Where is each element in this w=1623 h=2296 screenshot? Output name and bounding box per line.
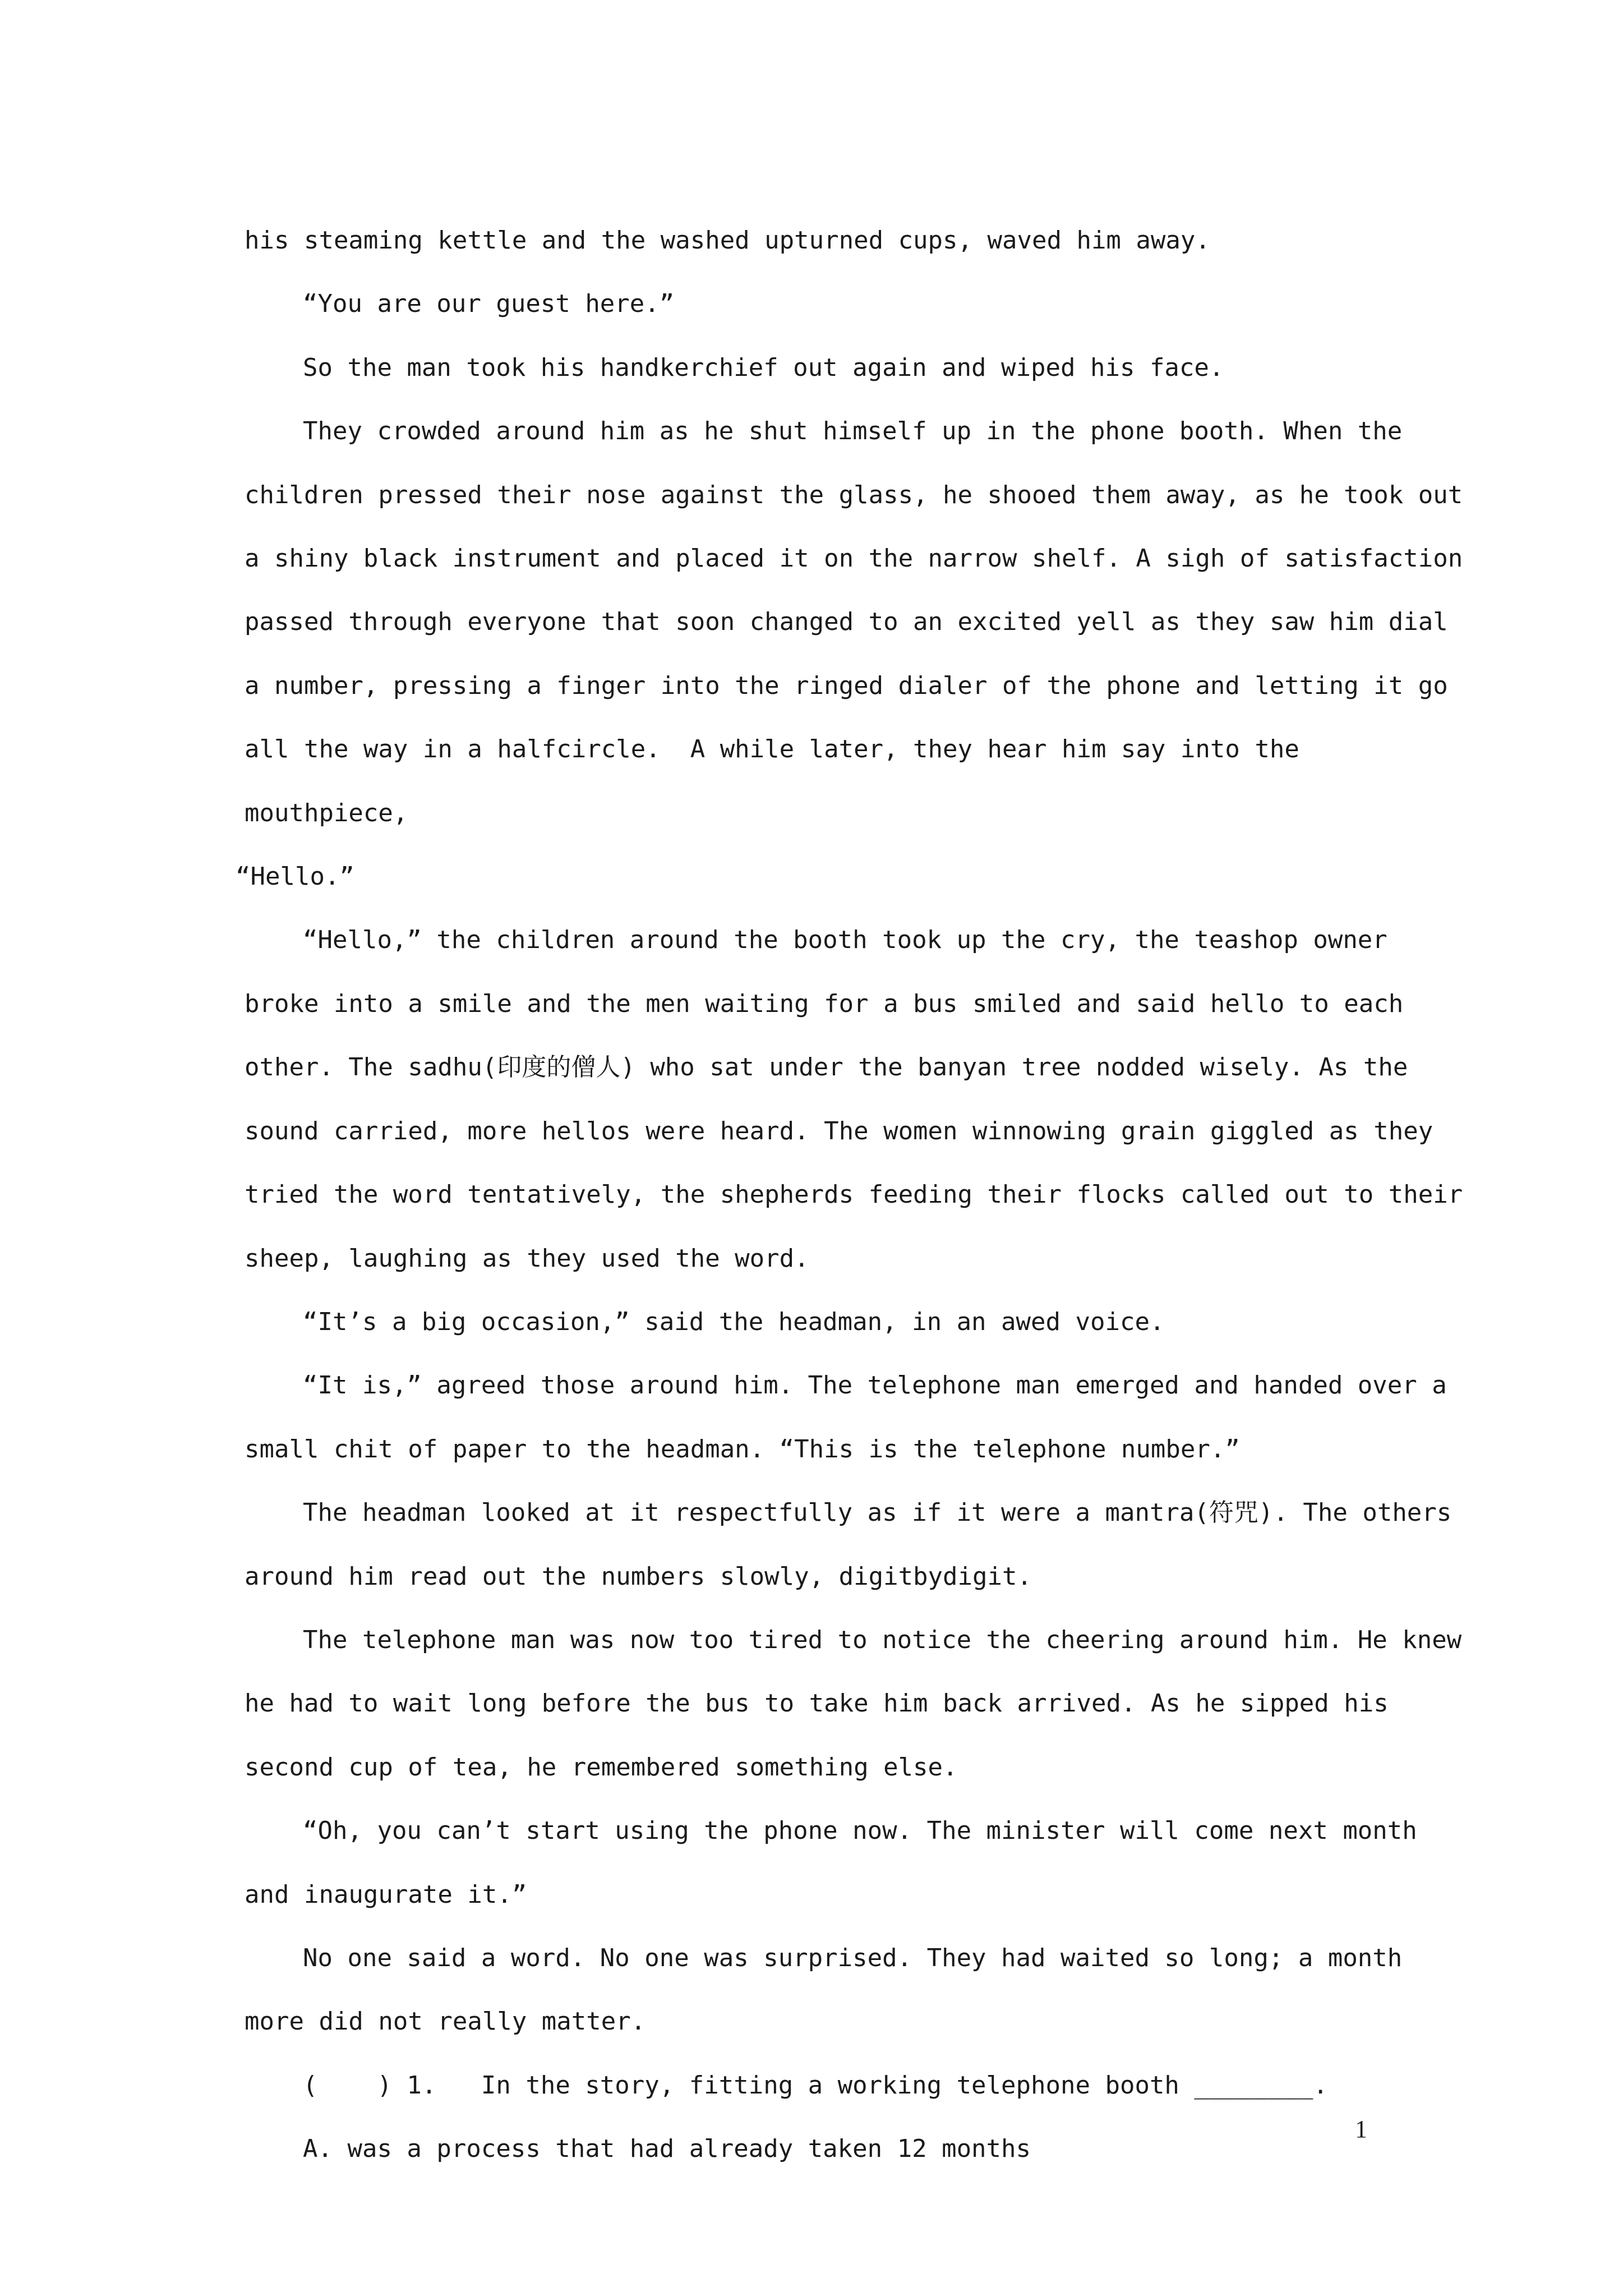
answer-option: A. was a process that had already taken 12 months [303,2134,1031,2164]
paragraph: “Hello.” [236,862,354,891]
story-text [236,209,1478,2181]
paragraph: No one said a word. No one was surprised. They had waited so long; a month more did not really matter. [245,1943,1417,2036]
question-stem: ( ) 1. In the story, fitting a working telephone booth ________. [303,2070,1328,2100]
paragraph: “Oh, you can’t start using the phone now. The minister will come next month and inaugurate it.” [245,1816,1432,1909]
paragraph: So the man took his handkerchief out again and wiped his face. [303,353,1224,382]
paragraph: “You are our guest here.” [303,289,675,319]
paragraph: The headman looked at it respectfully as if it were a mantra(符咒). The others around him read out the numbers slowly, digitbydigit. [245,1498,1467,1591]
paragraph: “It’s a big occasion,” said the headman, in an awed voice. [303,1307,1165,1336]
paragraph: They crowded around him as he shut himself up in the phone booth. When the children pressed their nose against the glass, he shooed them away, as he took out a shiny black instrument and placed it on the narrow shelf. A sigh of satisfaction passed through everyone that soon changed to an excited yell as they saw him dial a number, pressing a finger into the ringed dialer of the phone and letting it go all the way in a halfcircle. A while later, they hear him say into the mouthpiece, [245,417,1478,827]
paragraph: his steaming kettle and the washed upturned cups, waved him away. [245,226,1210,255]
page-number: 1 [1355,2115,1367,2143]
paragraph: The telephone man was now too tired to notice the cheering around him. He knew he had to wait long before the bus to take him back arrived. As he sipped his second cup of tea, he remembered something else. [245,1625,1477,1782]
paragraph: “It is,” agreed those around him. The telephone man emerged and handed over a small chit of paper to the headman. “This is the telephone number.” [245,1371,1462,1464]
paragraph: “Hello,” the children around the booth took up the cry, the teashop owner broke into a smile and the men waiting for a bus smiled and said hello to each other. The sadhu(印度的僧人) who sat under the banyan tree nodded wisely. As the sound carried, more hellos were heard. The women winnowing grain giggled as they tried the word tentatively, the shepherds feeding their flocks called out to their sheep, laughing as they used the word. [245,926,1478,1273]
